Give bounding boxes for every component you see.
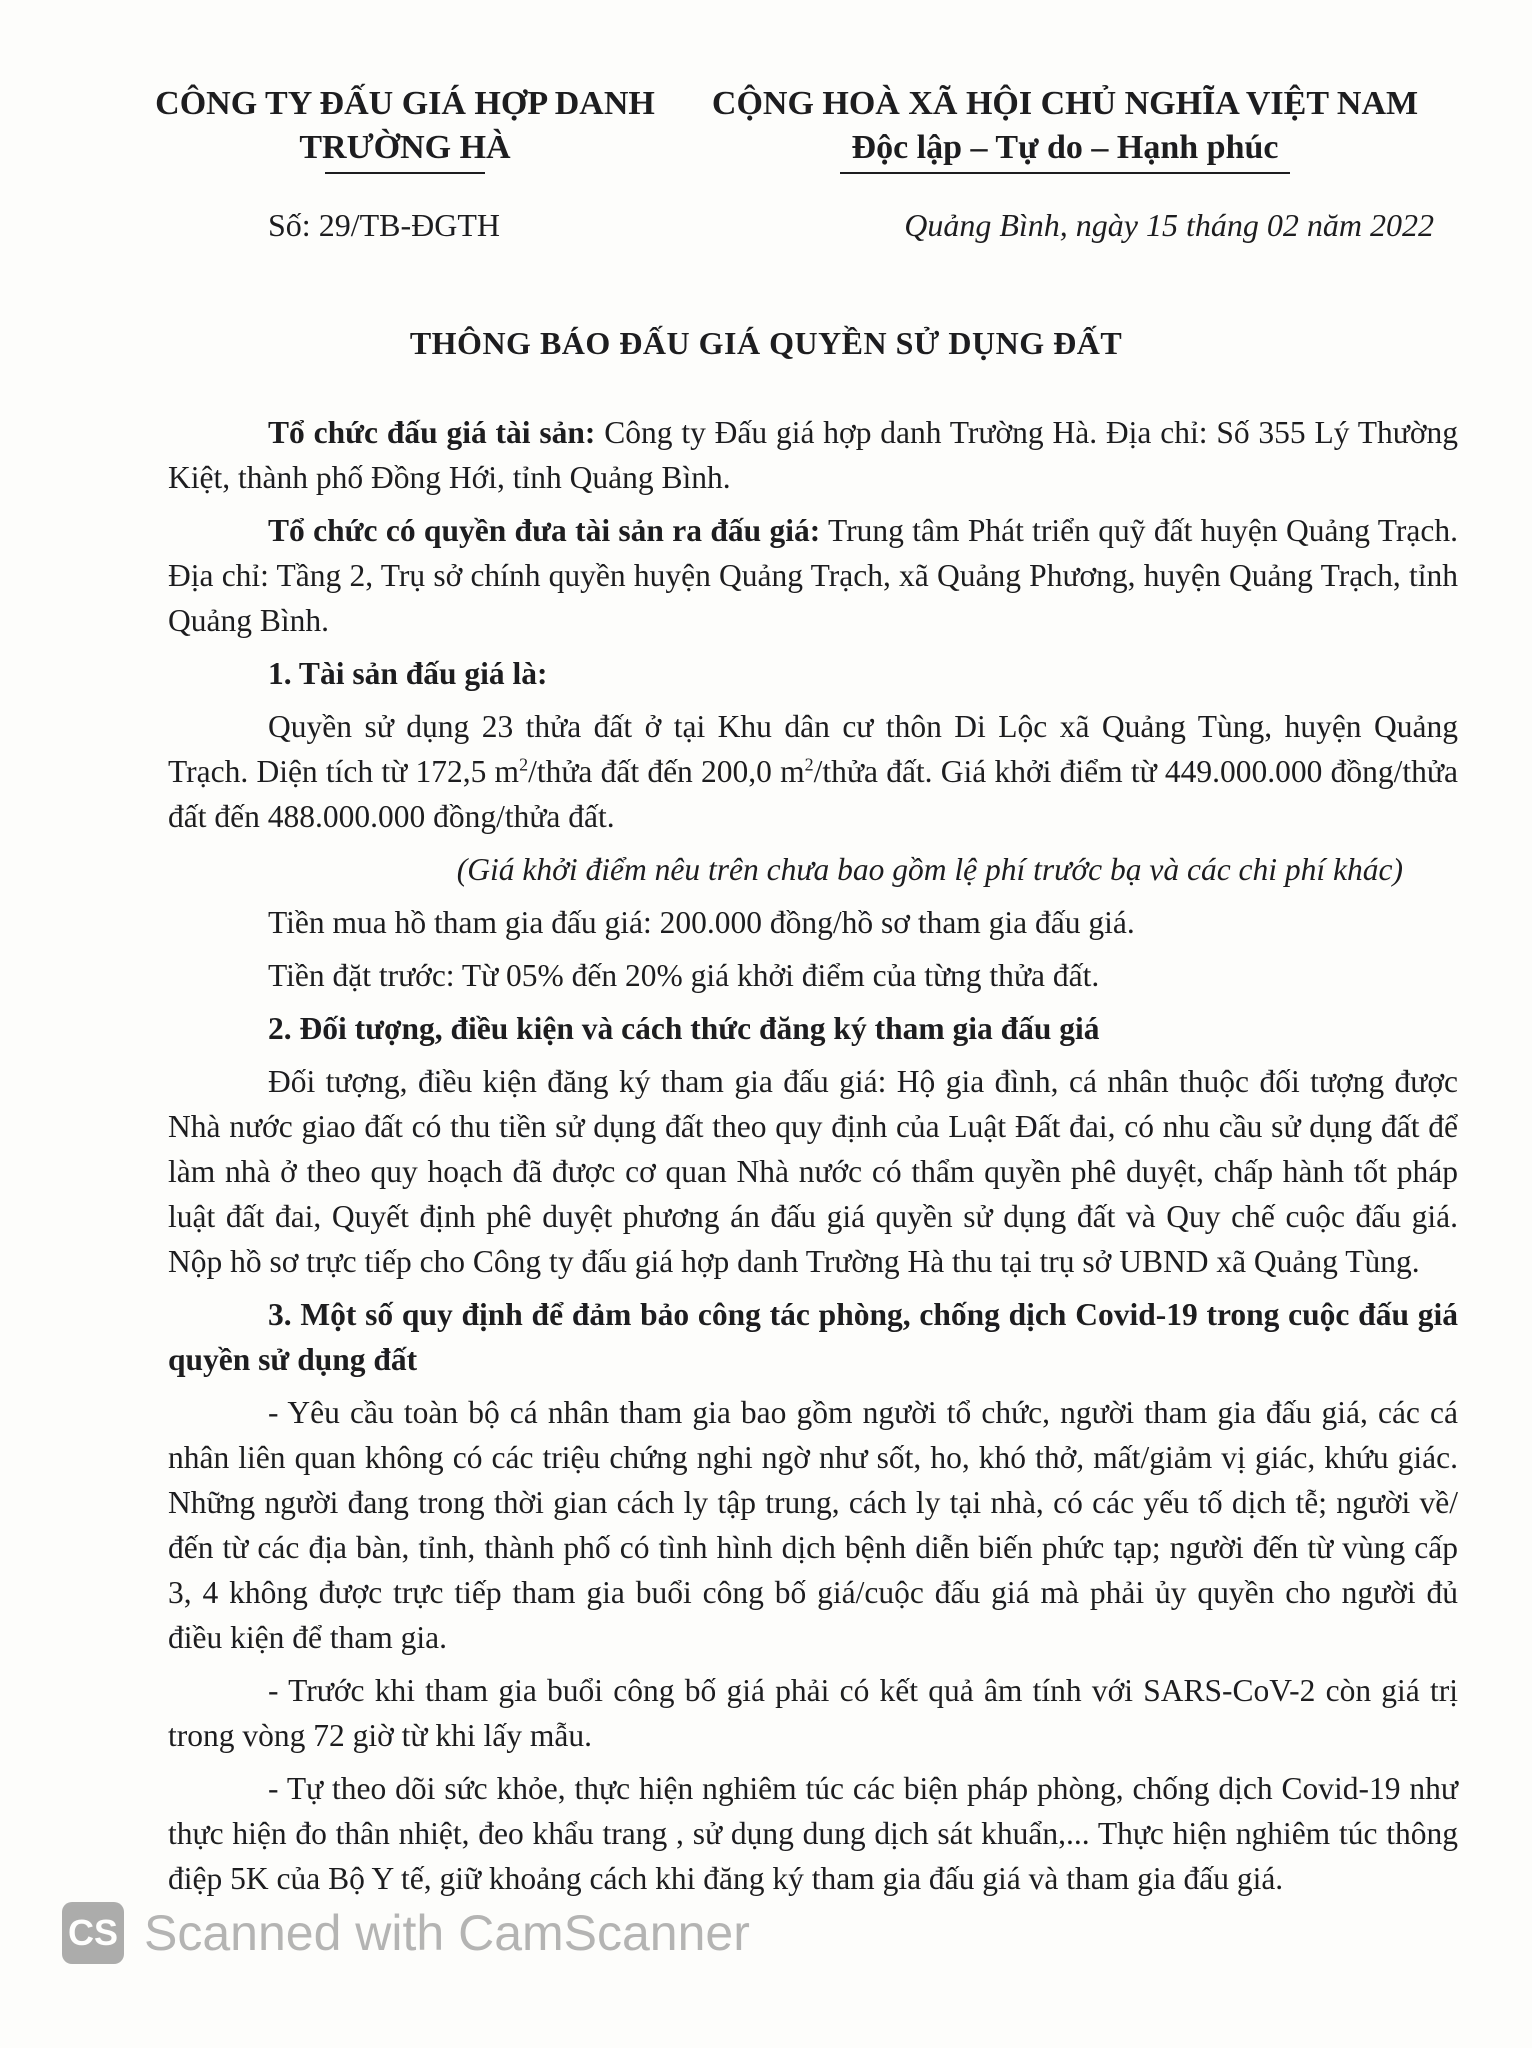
paragraph-asset-owner (168, 508, 1458, 643)
asset-owner-text: Trung tâm Phát triển quỹ đất huyện Quảng Trạch. Địa chỉ: Tầng 2, Trụ sở chính quyền huyện Quảng Trạch, xã Quảng Phương, huyện Quảng Trạch, tỉnh Quảng Bình. (168, 513, 1458, 638)
paragraph-covid-requirement-1: - Yêu cầu toàn bộ cá nhân tham gia bao gồm người tổ chức, người tham gia đấu giá, các cá nhân liên quan không có các triệu chứng nghi ngờ như sốt, ho, khó thở, mất/giảm vị giác, khứu giác. Những người đang trong thời gian cách ly tập trung, cách ly tại nhà, có các yếu tố dịch tễ; người về/đến từ các địa bàn, tỉnh, thành phố có tình hình dịch bệnh diễn biến phức tạp; người đến từ vùng cấp 3, 4 không được trực tiếp tham gia buổi công bố giá/cuộc đấu giá mà phải ủy quyền cho người đủ điều kiện để tham gia. (168, 1395, 1458, 1655)
section-1-heading: 1. Tài sản đấu giá là: (268, 656, 548, 691)
asset-description-part2: /thửa đất đến 200,0 m (528, 754, 805, 789)
organization-header (125, 82, 685, 174)
asset-owner-label: Tổ chức có quyền đưa tài sản ra đấu giá: (268, 513, 821, 548)
camscanner-text: Scanned with CamScanner (144, 1905, 750, 1961)
auction-organization-label: Tổ chức đấu giá tài sản: (268, 415, 596, 450)
camscanner-watermark (62, 1900, 750, 1966)
section-3-heading: 3. Một số quy định để đảm bảo công tác phòng, chống dịch Covid-19 trong cuộc đấu giá quyền sử dụng đất (168, 1297, 1458, 1377)
organization-name-line2: TRƯỜNG HÀ (299, 129, 511, 166)
paragraph-dossier-fee: Tiền mua hồ tham gia đấu giá: 200.000 đồng/hồ sơ tham gia đấu giá. (268, 905, 1135, 940)
motto-underline (840, 172, 1290, 174)
asset-description-part1: Quyền sử dụng 23 thửa đất ở tại Khu dân cư thôn Di Lộc xã Quảng Tùng, huyện Quảng Trạch. Diện tích từ 172,5 m (168, 709, 1458, 789)
document-number: Số: 29/TB-ĐGTH (268, 207, 500, 243)
national-motto: Độc lập – Tự do – Hạnh phúc (851, 129, 1279, 166)
paragraph-asset-description (168, 704, 1458, 839)
national-header (685, 82, 1445, 174)
organization-underline (325, 172, 485, 174)
place-and-date: Quảng Bình, ngày 15 tháng 02 năm 2022 (904, 207, 1434, 243)
paragraph-deposit: Tiền đặt trước: Từ 05% đến 20% giá khởi điểm của từng thửa đất. (268, 958, 1100, 993)
price-note: (Giá khởi điểm nêu trên chưa bao gồm lệ phí trước bạ và các chi phí khác) (456, 852, 1403, 887)
auction-organization-text: Công ty Đấu giá hợp danh Trường Hà. Địa chỉ: Số 355 Lý Thường Kiệt, thành phố Đồng Hới, tỉnh Quảng Bình. (168, 415, 1458, 495)
section-2-heading: 2. Đối tượng, điều kiện và cách thức đăng ký tham gia đấu giá (268, 1011, 1100, 1046)
asset-description-part3: /thửa đất. Giá khởi điểm từ 449.000.000 đồng/thửa đất đến 488.000.000 đồng/thửa đất. (168, 754, 1458, 834)
superscript-2b: 2 (804, 754, 814, 775)
paragraph-eligibility: Đối tượng, điều kiện đăng ký tham gia đấu giá: Hộ gia đình, cá nhân thuộc đối tượng được Nhà nước giao đất có thu tiền sử dụng đất theo quy định của Luật Đất đai, có nhu cầu sử dụng đất để làm nhà ở theo quy hoạch đã được cơ quan Nhà nước có thẩm quyền phê duyệt, chấp hành tốt pháp luật đất đai, Quyết định phê duyệt phương án đấu giá quyền sử dụng đất và Quy chế cuộc đấu giá. Nộp hồ sơ trực tiếp cho Công ty đấu giá hợp danh Trường Hà thu tại trụ sở UBND xã Quảng Tùng. (168, 1064, 1458, 1279)
document-body (168, 410, 1458, 1909)
national-title: CỘNG HOÀ XÃ HỘI CHỦ NGHĨA VIỆT NAM (711, 85, 1419, 122)
paragraph-auction-organization (168, 410, 1458, 500)
document-title: THÔNG BÁO ĐẤU GIÁ QUYỀN SỬ DỤNG ĐẤT (409, 325, 1123, 361)
superscript-2: 2 (519, 754, 529, 775)
paragraph-covid-requirement-2: - Trước khi tham gia buổi công bố giá phải có kết quả âm tính với SARS-CoV-2 còn giá trị trong vòng 72 giờ từ khi lấy mẫu. (168, 1673, 1458, 1753)
camscanner-logo-icon: CS (62, 1902, 124, 1964)
organization-name-line1: CÔNG TY ĐẤU GIÁ HỢP DANH (155, 85, 655, 122)
paragraph-covid-requirement-3: - Tự theo dõi sức khỏe, thực hiện nghiêm túc các biện pháp phòng, chống dịch Covid-19 như thực hiện đo thân nhiệt, đeo khẩu trang , sử dụng dung dịch sát khuẩn,... Thực hiện nghiêm túc thông điệp 5K của Bộ Y tế, giữ khoảng cách khi đăng ký tham gia đấu giá và tham gia đấu giá. (168, 1771, 1458, 1896)
